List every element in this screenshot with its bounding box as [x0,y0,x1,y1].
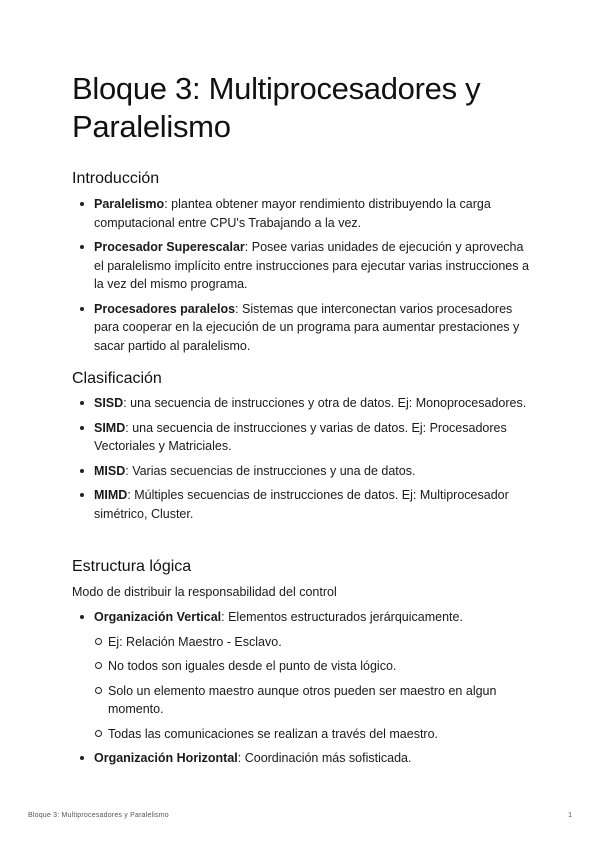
clasificacion-list [78,394,536,529]
list-item [78,195,536,232]
list-text: : Posee varias unidades de ejecución y aprovecha el paralelismo implícito entre instrucciones para ejecutar varias instrucciones a la vez del mismo programa. [94,240,529,291]
list-text: : Múltiples secuencias de instrucciones de datos. Ej: Multiprocesador simétrico, Cluster. [94,488,509,521]
list-term: Organización Horizontal [94,751,238,765]
list-text: : una secuencia de instrucciones y otra de datos. Ej: Monoprocesadores. [123,396,527,410]
section-heading-clasificacion: Clasificación [72,370,162,387]
list-item [78,300,536,356]
section-heading-estructura: Estructura lógica [72,558,192,575]
list-term: MISD [94,463,126,478]
list-item [78,394,536,413]
intro-list [78,195,536,361]
list-item [78,462,536,481]
list-text: : Elementos estructurados jerárquicamente. [221,610,463,624]
list-term: Procesador Superescalar [94,240,245,254]
list-item [78,419,536,456]
sub-list-item: No todos son iguales desde el punto de vista lógico. [94,657,536,676]
list-item [78,238,536,294]
page-number: 1 [568,812,572,819]
document-page [72,70,542,765]
list-term: SIMD [94,420,126,435]
list-text: : Sistemas que interconectan varios procesadores para cooperar en la ejecución de un programa para aumentar prestaciones y sacar partido al paralelismo. [94,301,520,353]
list-item [78,486,536,523]
list-term: Paralelismo [94,197,165,211]
sub-list [94,633,536,744]
list-text: : Varias secuencias de instrucciones y una de datos. [125,463,416,478]
list-term: Organización Vertical [94,610,222,624]
list-text: : una secuencia de instrucciones y varias de datos. Ej: Procesadores Vectoriales y Matriciales. [94,420,507,453]
page-title: Bloque 3: Multiprocesadores y Paralelismo [72,71,481,144]
list-term: Procesadores paralelos [94,301,236,316]
list-term: MIMD [94,488,128,502]
list-item [78,749,536,768]
sub-list-item: Solo un elemento maestro aunque otros pueden ser maestro en algun momento. [94,682,536,719]
list-text: : Coordinación más sofisticada. [237,751,412,765]
estructura-paragraph: Modo de distribuir la responsabilidad del control [72,585,337,599]
estructura-list [78,608,536,774]
sub-list-item: Todas las comunicaciones se realizan a través del maestro. [94,725,536,744]
list-term: SISD [94,396,124,410]
list-text: : plantea obtener mayor rendimiento distribuyendo la carga computacional entre CPU's Trabajando a la vez. [94,197,491,230]
sub-list-item: Ej: Relación Maestro - Esclavo. [94,633,536,652]
section-heading-introduccion: Introducción [72,170,160,187]
page-footer: Bloque 3: Multiprocesadores y Paralelismo [28,812,169,819]
list-item [78,608,536,743]
